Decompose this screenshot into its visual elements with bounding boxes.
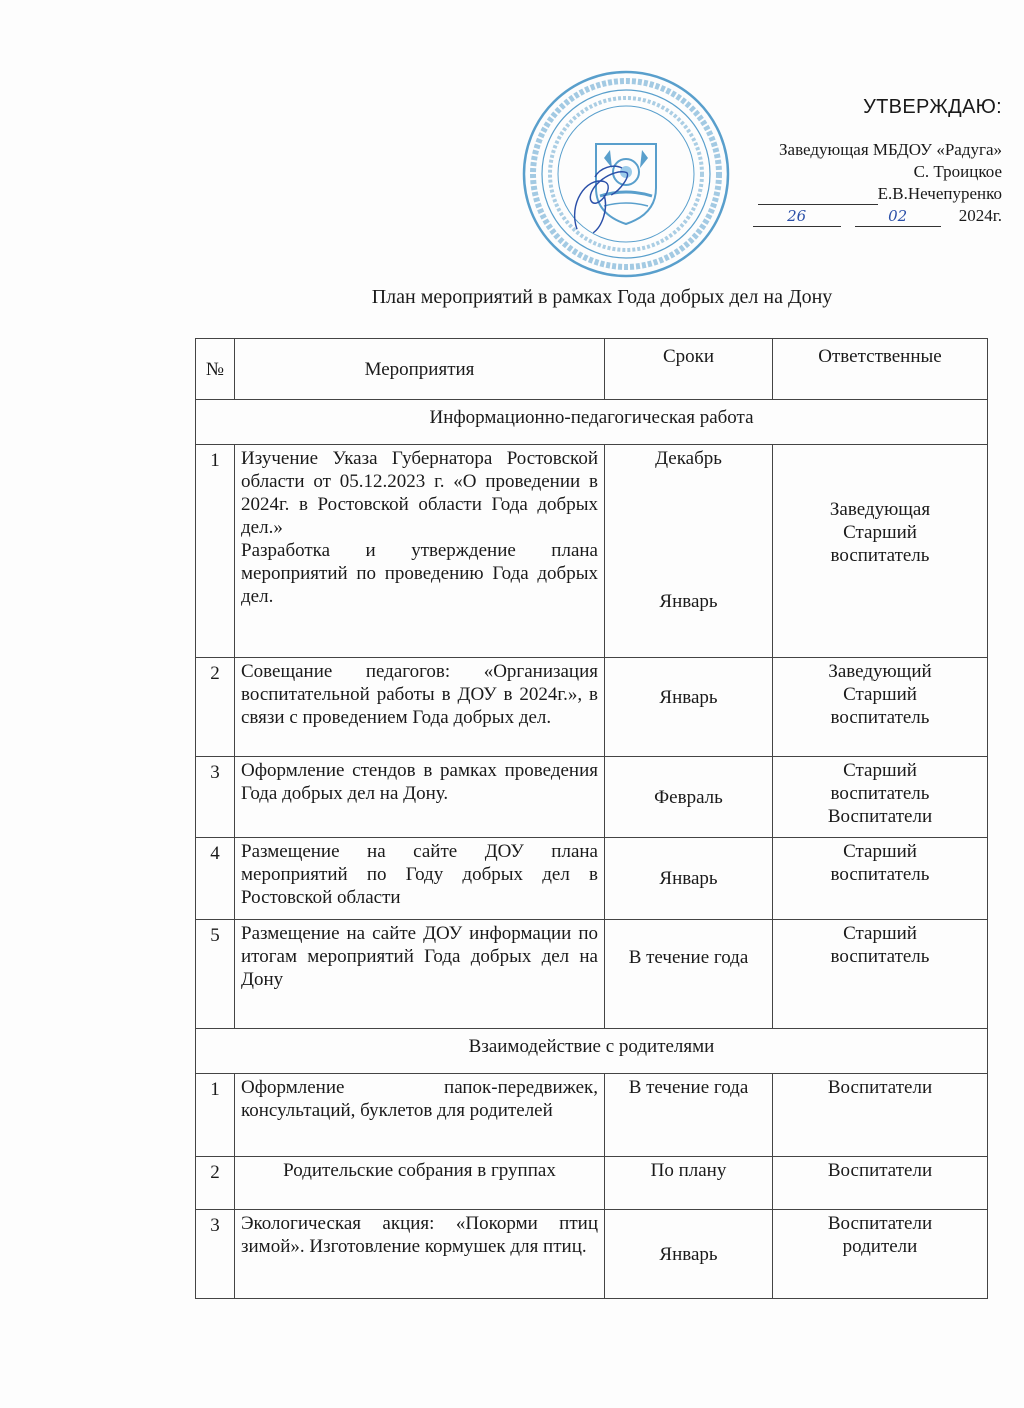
activity-line: Изучение Указа Губернатора Ростовской области от 05.12.2023 г. «О проведении в 2024г. в Ростовской области Года добрых дел.» <box>241 448 598 538</box>
row-term: В течение года <box>605 920 773 1029</box>
row-activity: Родительские собрания в группах <box>235 1157 605 1210</box>
responsible-text: Старший воспитатель <box>830 841 930 885</box>
approval-location: С. Троицкое <box>913 162 1002 181</box>
row-activity <box>235 445 605 658</box>
row-term: В течение года <box>605 1074 773 1157</box>
signature <box>540 150 650 240</box>
row-term <box>605 445 773 658</box>
row-activity: Размещение на сайте ДОУ информации по итогам мероприятий Года добрых дел на Дону <box>235 920 605 1029</box>
handwritten-month: 02 <box>888 207 908 225</box>
row-term: Январь <box>605 1210 773 1299</box>
row-number: 2 <box>196 1157 235 1210</box>
row-responsible <box>773 445 988 658</box>
row-responsible <box>773 920 988 1029</box>
responsible-text: Заведующая Старший воспитатель <box>829 498 931 566</box>
table-row <box>196 1157 988 1210</box>
row-number: 4 <box>196 838 235 920</box>
document-title: План мероприятий в рамках Года добрых дел на Дону <box>371 286 833 308</box>
row-term: Январь <box>605 658 773 757</box>
approval-year: 2024г. <box>958 206 1002 225</box>
approval-title: УТВЕРЖДАЮ: <box>863 96 1002 118</box>
table-row <box>196 1210 988 1299</box>
row-number: 1 <box>196 445 235 658</box>
table-row <box>196 445 988 658</box>
table-header-row <box>196 339 988 400</box>
row-responsible <box>773 1210 988 1299</box>
row-term: Февраль <box>605 757 773 838</box>
header-responsible: Ответственные <box>773 339 988 400</box>
responsible-text: Воспитатели родители <box>827 1213 933 1257</box>
responsible-text: Старший воспитатель Воспитатели <box>827 760 933 827</box>
row-number: 5 <box>196 920 235 1029</box>
activities-table <box>195 338 988 1299</box>
row-responsible <box>773 658 988 757</box>
table-row <box>196 1074 988 1157</box>
row-term: Январь <box>605 838 773 920</box>
row-activity: Оформление стендов в рамках проведения Года добрых дел на Дону. <box>235 757 605 838</box>
month-underline <box>855 208 941 227</box>
activity-line: Разработка и утверждение плана мероприятий по проведению Года добрых дел. <box>241 540 598 607</box>
row-activity: Совещание педагогов: «Организация воспитательной работы в ДОУ в 2024г.», в связи с проведением Года добрых дел. <box>235 658 605 757</box>
responsible-text: Заведующий Старший воспитатель <box>828 661 932 728</box>
term-line: Январь <box>659 591 718 612</box>
approval-position: Заведующая МБДОУ «Радуга» <box>779 140 1002 159</box>
table-row <box>196 838 988 920</box>
row-responsible <box>773 838 988 920</box>
row-responsible <box>773 757 988 838</box>
row-number: 3 <box>196 757 235 838</box>
table-row <box>196 757 988 838</box>
table-row <box>196 920 988 1029</box>
approval-block <box>753 96 1002 227</box>
row-activity: Размещение на сайте ДОУ плана мероприятий по Году добрых дел в Ростовской области <box>235 838 605 920</box>
handwritten-day: 26 <box>787 207 807 225</box>
row-responsible: Воспитатели <box>773 1157 988 1210</box>
row-responsible: Воспитатели <box>773 1074 988 1157</box>
responsible-text: Старший воспитатель <box>830 923 930 967</box>
row-number: 1 <box>196 1074 235 1157</box>
row-term: По плану <box>605 1157 773 1210</box>
table-row <box>196 658 988 757</box>
row-activity: Экологическая акция: «Покорми птиц зимой». Изготовление кормушек для птиц. <box>235 1210 605 1299</box>
section-row <box>196 1029 988 1074</box>
term-line: Декабрь <box>655 448 722 469</box>
row-number: 3 <box>196 1210 235 1299</box>
row-activity: Оформление папок-передвижек, консультаций, буклетов для родителей <box>235 1074 605 1157</box>
header-number: № <box>196 339 235 400</box>
header-terms: Сроки <box>605 339 773 400</box>
section-title: Взаимодействие с родителями <box>196 1029 988 1074</box>
day-underline <box>753 208 841 227</box>
section-title: Информационно-педагогическая работа <box>196 400 988 445</box>
approval-name: Е.В.Нечепуренко <box>877 184 1002 203</box>
header-activities: Мероприятия <box>235 339 605 400</box>
row-number: 2 <box>196 658 235 757</box>
signature-underline <box>758 186 878 205</box>
section-row <box>196 400 988 445</box>
